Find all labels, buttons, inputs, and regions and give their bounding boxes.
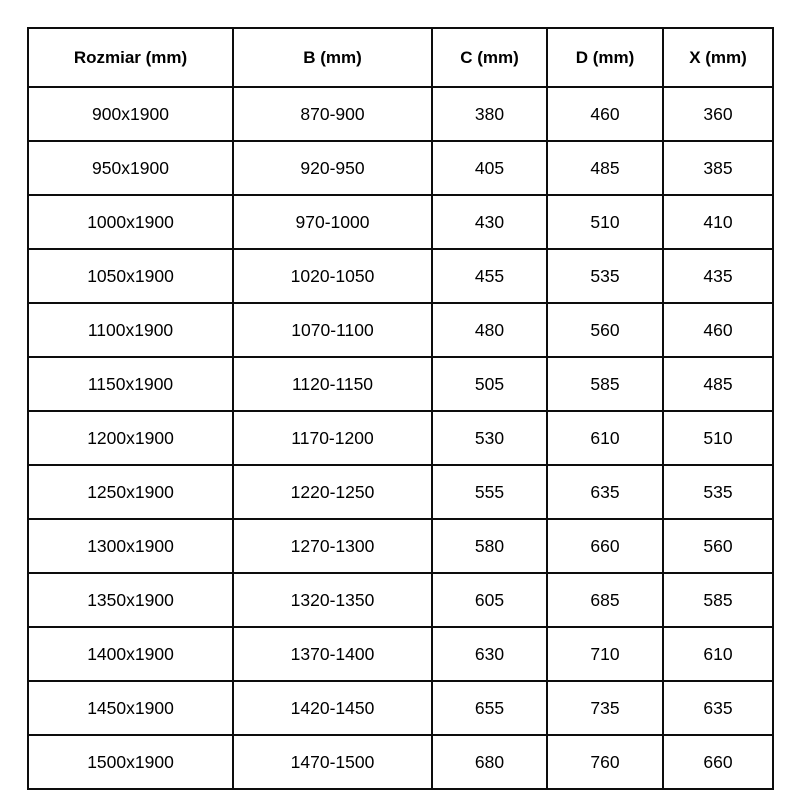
table-row xyxy=(28,627,773,681)
header-cell: C (mm) xyxy=(432,28,547,87)
table-cell: 505 xyxy=(432,357,547,411)
table-row xyxy=(28,87,773,141)
table-cell: 1120-1150 xyxy=(233,357,432,411)
table-cell: 1070-1100 xyxy=(233,303,432,357)
table-cell: 380 xyxy=(432,87,547,141)
table-cell: 580 xyxy=(432,519,547,573)
table-cell: 1250x1900 xyxy=(28,465,233,519)
table-cell: 680 xyxy=(432,735,547,789)
table-body xyxy=(28,87,773,789)
table-cell: 360 xyxy=(663,87,773,141)
table-cell: 385 xyxy=(663,141,773,195)
table-cell: 610 xyxy=(547,411,663,465)
table-row xyxy=(28,141,773,195)
table-cell: 405 xyxy=(432,141,547,195)
table-cell: 1470-1500 xyxy=(233,735,432,789)
table-cell: 1020-1050 xyxy=(233,249,432,303)
table-cell: 1320-1350 xyxy=(233,573,432,627)
table-cell: 630 xyxy=(432,627,547,681)
table-cell: 1050x1900 xyxy=(28,249,233,303)
header-cell: B (mm) xyxy=(233,28,432,87)
table-cell: 1370-1400 xyxy=(233,627,432,681)
table-cell: 1350x1900 xyxy=(28,573,233,627)
table-row xyxy=(28,735,773,789)
table-row xyxy=(28,519,773,573)
table-cell: 635 xyxy=(663,681,773,735)
table-cell: 735 xyxy=(547,681,663,735)
header-cell: X (mm) xyxy=(663,28,773,87)
table-cell: 485 xyxy=(663,357,773,411)
table-cell: 1300x1900 xyxy=(28,519,233,573)
table-cell: 920-950 xyxy=(233,141,432,195)
header-cell: Rozmiar (mm) xyxy=(28,28,233,87)
table-cell: 485 xyxy=(547,141,663,195)
table-cell: 1270-1300 xyxy=(233,519,432,573)
table-cell: 1000x1900 xyxy=(28,195,233,249)
header-cell: D (mm) xyxy=(547,28,663,87)
table-cell: 605 xyxy=(432,573,547,627)
table-cell: 510 xyxy=(663,411,773,465)
header-row xyxy=(28,28,773,87)
table-cell: 660 xyxy=(547,519,663,573)
table-cell: 510 xyxy=(547,195,663,249)
table-cell: 585 xyxy=(547,357,663,411)
table-cell: 585 xyxy=(663,573,773,627)
size-table xyxy=(27,27,774,790)
table-cell: 870-900 xyxy=(233,87,432,141)
table-cell: 460 xyxy=(547,87,663,141)
table-row xyxy=(28,195,773,249)
table-cell: 685 xyxy=(547,573,663,627)
table-row xyxy=(28,411,773,465)
table-cell: 555 xyxy=(432,465,547,519)
table-cell: 1170-1200 xyxy=(233,411,432,465)
table-row xyxy=(28,681,773,735)
table-row xyxy=(28,303,773,357)
table-header xyxy=(28,28,773,87)
table-cell: 635 xyxy=(547,465,663,519)
table-cell: 560 xyxy=(547,303,663,357)
table-cell: 1500x1900 xyxy=(28,735,233,789)
table-row xyxy=(28,357,773,411)
table-cell: 760 xyxy=(547,735,663,789)
table-cell: 560 xyxy=(663,519,773,573)
table-row xyxy=(28,249,773,303)
table-cell: 455 xyxy=(432,249,547,303)
table-cell: 430 xyxy=(432,195,547,249)
table-cell: 530 xyxy=(432,411,547,465)
table-cell: 460 xyxy=(663,303,773,357)
table-cell: 660 xyxy=(663,735,773,789)
table-row xyxy=(28,465,773,519)
table-cell: 1400x1900 xyxy=(28,627,233,681)
table-cell: 900x1900 xyxy=(28,87,233,141)
table-cell: 535 xyxy=(547,249,663,303)
table-cell: 1150x1900 xyxy=(28,357,233,411)
table-cell: 710 xyxy=(547,627,663,681)
table-cell: 480 xyxy=(432,303,547,357)
table-cell: 1100x1900 xyxy=(28,303,233,357)
table-cell: 410 xyxy=(663,195,773,249)
table-cell: 655 xyxy=(432,681,547,735)
table-cell: 970-1000 xyxy=(233,195,432,249)
table-cell: 1200x1900 xyxy=(28,411,233,465)
table-row xyxy=(28,573,773,627)
table-cell: 1220-1250 xyxy=(233,465,432,519)
table-cell: 435 xyxy=(663,249,773,303)
table-cell: 1420-1450 xyxy=(233,681,432,735)
table-cell: 1450x1900 xyxy=(28,681,233,735)
table-cell: 610 xyxy=(663,627,773,681)
table-cell: 950x1900 xyxy=(28,141,233,195)
table-cell: 535 xyxy=(663,465,773,519)
